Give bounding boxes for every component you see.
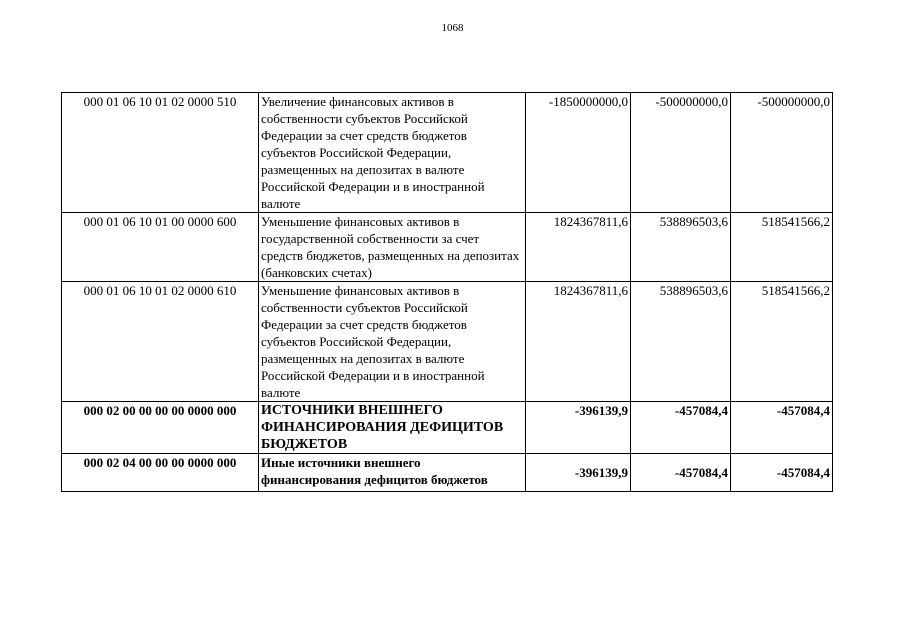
budget-code-cell: 000 01 06 10 01 02 0000 610	[62, 282, 259, 402]
value-year-2-cell: 538896503,6	[631, 213, 731, 282]
item-name-cell: Иные источники внешнего финансирования дефицитов бюджетов	[259, 454, 526, 492]
value-year-3-cell: 518541566,2	[731, 282, 833, 402]
value-year-2-cell: -457084,4	[631, 454, 731, 492]
value-year-1-cell: -396139,9	[526, 402, 631, 454]
budget-code-cell: 000 01 06 10 01 02 0000 510	[62, 93, 259, 213]
item-name-cell: Уменьшение финансовых активов в собственности субъектов Российской Федерации за счет средств бюджетов субъектов Российской Федерации, размещенных на депозитах в валюте Российской Федерации и в иностранной валюте	[259, 282, 526, 402]
budget-code-cell: 000 02 04 00 00 00 0000 000	[62, 454, 259, 492]
value-year-3-cell: -457084,4	[731, 454, 833, 492]
value-year-1-cell: 1824367811,6	[526, 282, 631, 402]
value-year-1-cell: -1850000000,0	[526, 93, 631, 213]
table-row	[62, 454, 833, 492]
value-year-2-cell: -500000000,0	[631, 93, 731, 213]
table-row	[62, 402, 833, 454]
item-name-cell: Увеличение финансовых активов в собственности субъектов Российской Федерации за счет средств бюджетов субъектов Российской Федерации, размещенных на депозитах в валюте Российской Федерации и в иностранной валюте	[259, 93, 526, 213]
value-year-2-cell: 538896503,6	[631, 282, 731, 402]
value-year-3-cell: -457084,4	[731, 402, 833, 454]
budget-code-cell: 000 01 06 10 01 00 0000 600	[62, 213, 259, 282]
value-year-2-cell: -457084,4	[631, 402, 731, 454]
item-name-cell: ИСТОЧНИКИ ВНЕШНЕГО ФИНАНСИРОВАНИЯ ДЕФИЦИТОВ БЮДЖЕТОВ	[259, 402, 526, 454]
value-year-3-cell: -500000000,0	[731, 93, 833, 213]
page-number: 1068	[441, 22, 464, 34]
item-name-cell: Уменьшение финансовых активов в государственной собственности за счет средств бюджетов, размещенных на депозитах (банковских счетах)	[259, 213, 526, 282]
value-year-1-cell: -396139,9	[526, 454, 631, 492]
value-year-1-cell: 1824367811,6	[526, 213, 631, 282]
table-row	[62, 93, 833, 213]
table-row	[62, 282, 833, 402]
budget-code-cell: 000 02 00 00 00 00 0000 000	[62, 402, 259, 454]
budget-sources-table	[61, 92, 833, 492]
value-year-3-cell: 518541566,2	[731, 213, 833, 282]
table-row	[62, 213, 833, 282]
